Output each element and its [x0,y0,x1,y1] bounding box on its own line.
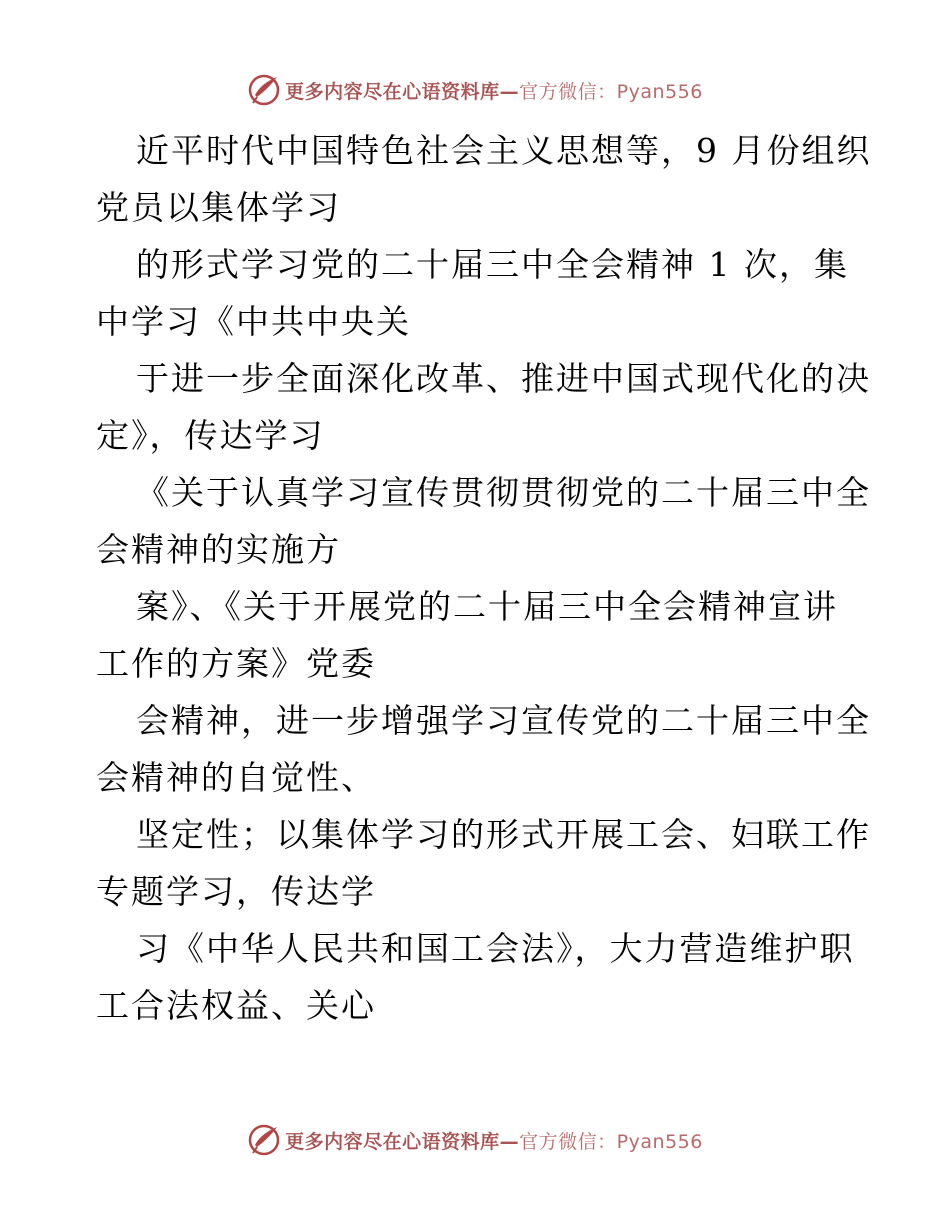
banner-text [285,77,703,104]
paragraph-line: 专题学习，传达学 [96,872,376,911]
paragraph [96,350,871,464]
paragraph-line: 《关于认真学习宣传贯彻贯彻党的二十届三中全 [136,473,871,512]
paragraph-line: 案》、《关于开展党的二十届三中全会精神宣讲 [136,587,838,626]
paragraph [96,692,871,806]
paragraph-line: 的形式学习党的二十届三中全会精神 1 次，集 [136,245,849,284]
paragraph-line: 会精神，进一步增强学习宣传党的二十届三中全 [136,701,871,740]
footer-banner [0,1118,950,1162]
paragraph-line: 于进一步全面深化改革、推进中国式现代化的决 [136,359,871,398]
paragraph [96,920,856,1034]
paragraph-line: 工合法权益、关心 [96,986,376,1025]
paragraph [96,236,856,350]
banner-wechat: 官方微信：Pyan556 [519,1130,703,1153]
paragraph [96,806,871,920]
paragraph-line: 定》，传达学习 [96,416,325,455]
paragraph-line: 会精神的自觉性、 [96,758,376,797]
header-banner [0,68,950,112]
paragraph [96,578,856,692]
paragraph [96,464,871,578]
quill-logo-icon [247,73,281,107]
banner-wechat: 官方微信：Pyan556 [519,80,703,103]
paragraph-line: 工作的方案》党委 [96,644,376,683]
paragraph-line: 近平时代中国特色社会主义思想等，9 月份组织 [136,131,872,170]
document-body [96,122,872,1034]
banner-site-name: 更多内容尽在心语资料库— [285,1130,520,1153]
quill-logo-icon [247,1123,281,1157]
paragraph-line: 习《中华人民共和国工会法》，大力营造维护职 [136,929,855,968]
paragraph [96,122,872,236]
banner-text [285,1127,703,1154]
paragraph-line: 中学习《中共中央关 [96,302,411,341]
banner-site-name: 更多内容尽在心语资料库— [285,80,520,103]
paragraph-line: 坚定性；以集体学习的形式开展工会、妇联工作 [136,815,871,854]
paragraph-line: 党员以集体学习 [96,188,341,227]
paragraph-line: 会精神的实施方 [96,530,341,569]
